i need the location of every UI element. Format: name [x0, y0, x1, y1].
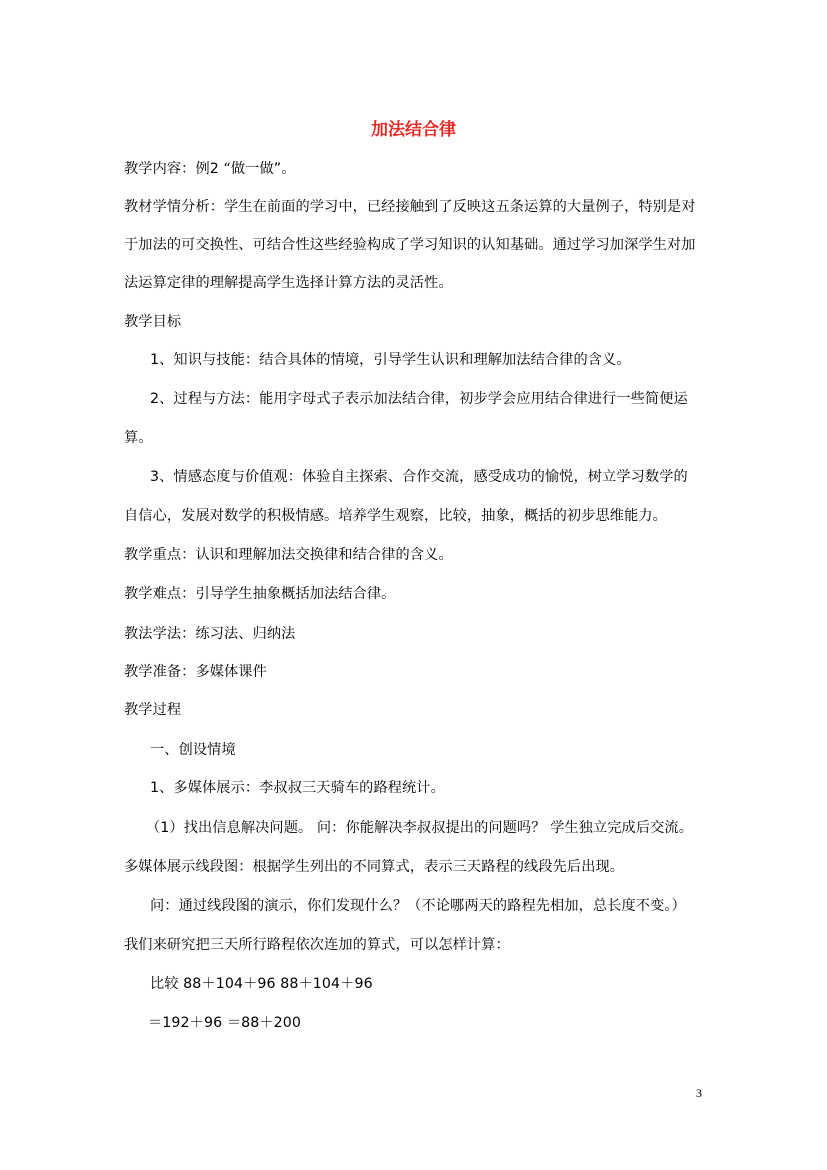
- text-line: （1）找出信息解决问题。 问：你能解决李叔叔提出的问题吗？ 学生独立完成后交流。: [146, 820, 693, 836]
- text-line: 1、知识与技能：结合具体的情境，引导学生认识和理解加法结合律的含义。: [150, 352, 631, 368]
- text-line: 算。: [124, 430, 153, 446]
- text-line: 教学重点：认识和理解加法交换律和结合律的含义。: [124, 547, 453, 563]
- text-line: 教法学法：练习法、归纳法: [124, 626, 296, 642]
- section-heading: 教学过程: [124, 702, 182, 718]
- text-line: 于加法的可交换性、可结合性这些经验构成了学习知识的认知基础。通过学习加深学生对加: [124, 237, 696, 253]
- text-line: 法运算定律的理解提高学生选择计算方法的灵活性。: [124, 275, 453, 291]
- formula-line: ＝192＋96 ＝88＋200: [148, 1015, 302, 1031]
- text-line: 我们来研究把三天所行路程依次连加的算式，可以怎样计算：: [124, 937, 510, 953]
- text-line: 一、创设情境: [150, 742, 236, 758]
- text-line: 教学准备：多媒体课件: [124, 664, 267, 680]
- text-line: 教学内容：例2 “做一做”。: [124, 161, 296, 177]
- formula-line: 比较 88＋104＋96 88＋104＋96: [150, 976, 373, 992]
- text-line: 1、多媒体展示：李叔叔三天骑车的路程统计。: [150, 780, 445, 796]
- text-line: 多媒体展示线段图：根据学生列出的不同算式，表示三天路程的线段先后出现。: [124, 859, 625, 875]
- text-line: 教学难点：引导学生抽象概括加法结合律。: [124, 586, 396, 602]
- document-title: 加法结合律: [371, 120, 456, 140]
- section-heading: 教学目标: [124, 314, 182, 330]
- page-number: 3: [696, 1086, 702, 1100]
- text-line: 教材学情分析：学生在前面的学习中，已经接触到了反映这五条运算的大量例子，特别是对: [124, 199, 696, 215]
- text-line: 3、情感态度与价值观：体验自主探索、合作交流，感受成功的愉悦，树立学习数学的: [150, 469, 688, 485]
- text-line: 自信心，发展对数学的积极情感。培养学生观察，比较，抽象，概括的初步思维能力。: [124, 508, 667, 524]
- text-line: 问：通过线段图的演示，你们发现什么？（不论哪两天的路程先相加，总长度不变。）: [150, 898, 686, 914]
- text-line: 2、过程与方法：能用字母式子表示加法结合律，初步学会应用结合律进行一些简便运: [150, 391, 688, 407]
